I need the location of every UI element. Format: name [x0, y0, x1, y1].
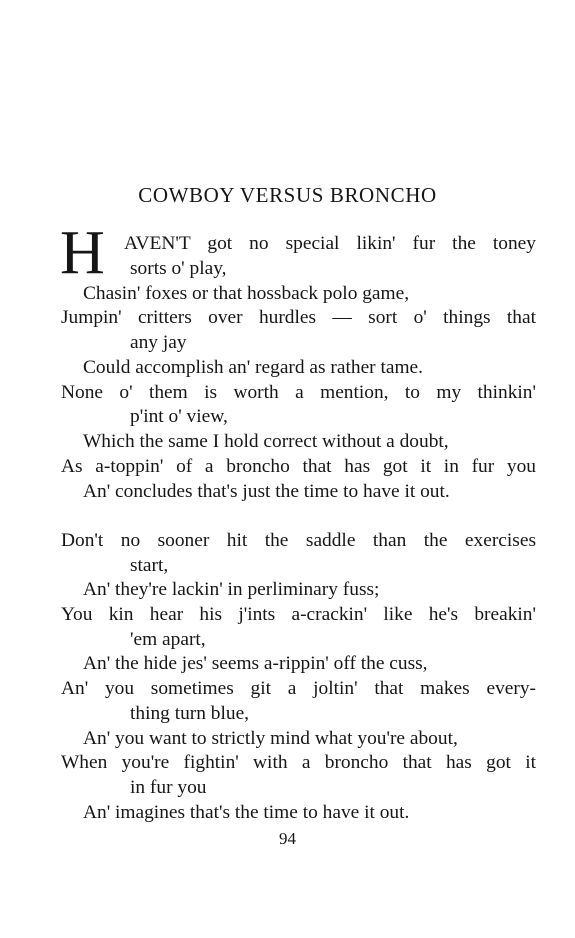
verse-line: As a-toppin' of a broncho that has got it in fur you: [61, 456, 536, 477]
verse-line: An' concludes that's just the time to have it out.: [83, 481, 450, 502]
poem-title: COWBOY VERSUS BRONCHO: [138, 183, 437, 207]
verse-line: any jay: [130, 332, 187, 353]
verse-line: p'int o' view,: [130, 406, 228, 427]
verse-line: sorts o' play,: [130, 258, 227, 279]
verse-line: An' they're lackin' in perliminary fuss;: [83, 579, 380, 600]
verse-line: An' you want to strictly mind what you're about,: [83, 728, 458, 749]
verse-line: Chasin' foxes or that hossback polo game,: [83, 283, 410, 304]
verse-line: Don't no sooner hit the saddle than the exercises: [61, 530, 536, 551]
verse-line: in fur you: [130, 777, 207, 798]
verse-line: When you're fightin' with a broncho that has got it: [61, 752, 536, 773]
verse-line: start,: [130, 555, 169, 576]
page-number: 94: [279, 829, 296, 848]
verse-line: Which the same I hold correct without a doubt,: [83, 431, 449, 452]
verse-line: Could accomplish an' regard as rather tame.: [83, 357, 424, 378]
verse-line: An' you sometimes git a joltin' that makes every-: [61, 678, 536, 699]
verse-line: An' imagines that's the time to have it out.: [83, 802, 410, 823]
verse-line: An' the hide jes' seems a-rippin' off the cuss,: [83, 653, 428, 674]
verse-line: You kin hear his j'ints a-crackin' like he's breakin': [61, 604, 536, 625]
verse-line: 'em apart,: [130, 629, 206, 650]
verse-line: Jumpin' critters over hurdles — sort o' things that: [61, 307, 536, 328]
drop-cap: H: [60, 219, 105, 287]
verse-line: AVEN'T got no special likin' fur the toney: [124, 233, 536, 254]
verse-line: thing turn blue,: [130, 703, 250, 724]
verse-line: None o' them is worth a mention, to my thinkin': [61, 382, 536, 403]
